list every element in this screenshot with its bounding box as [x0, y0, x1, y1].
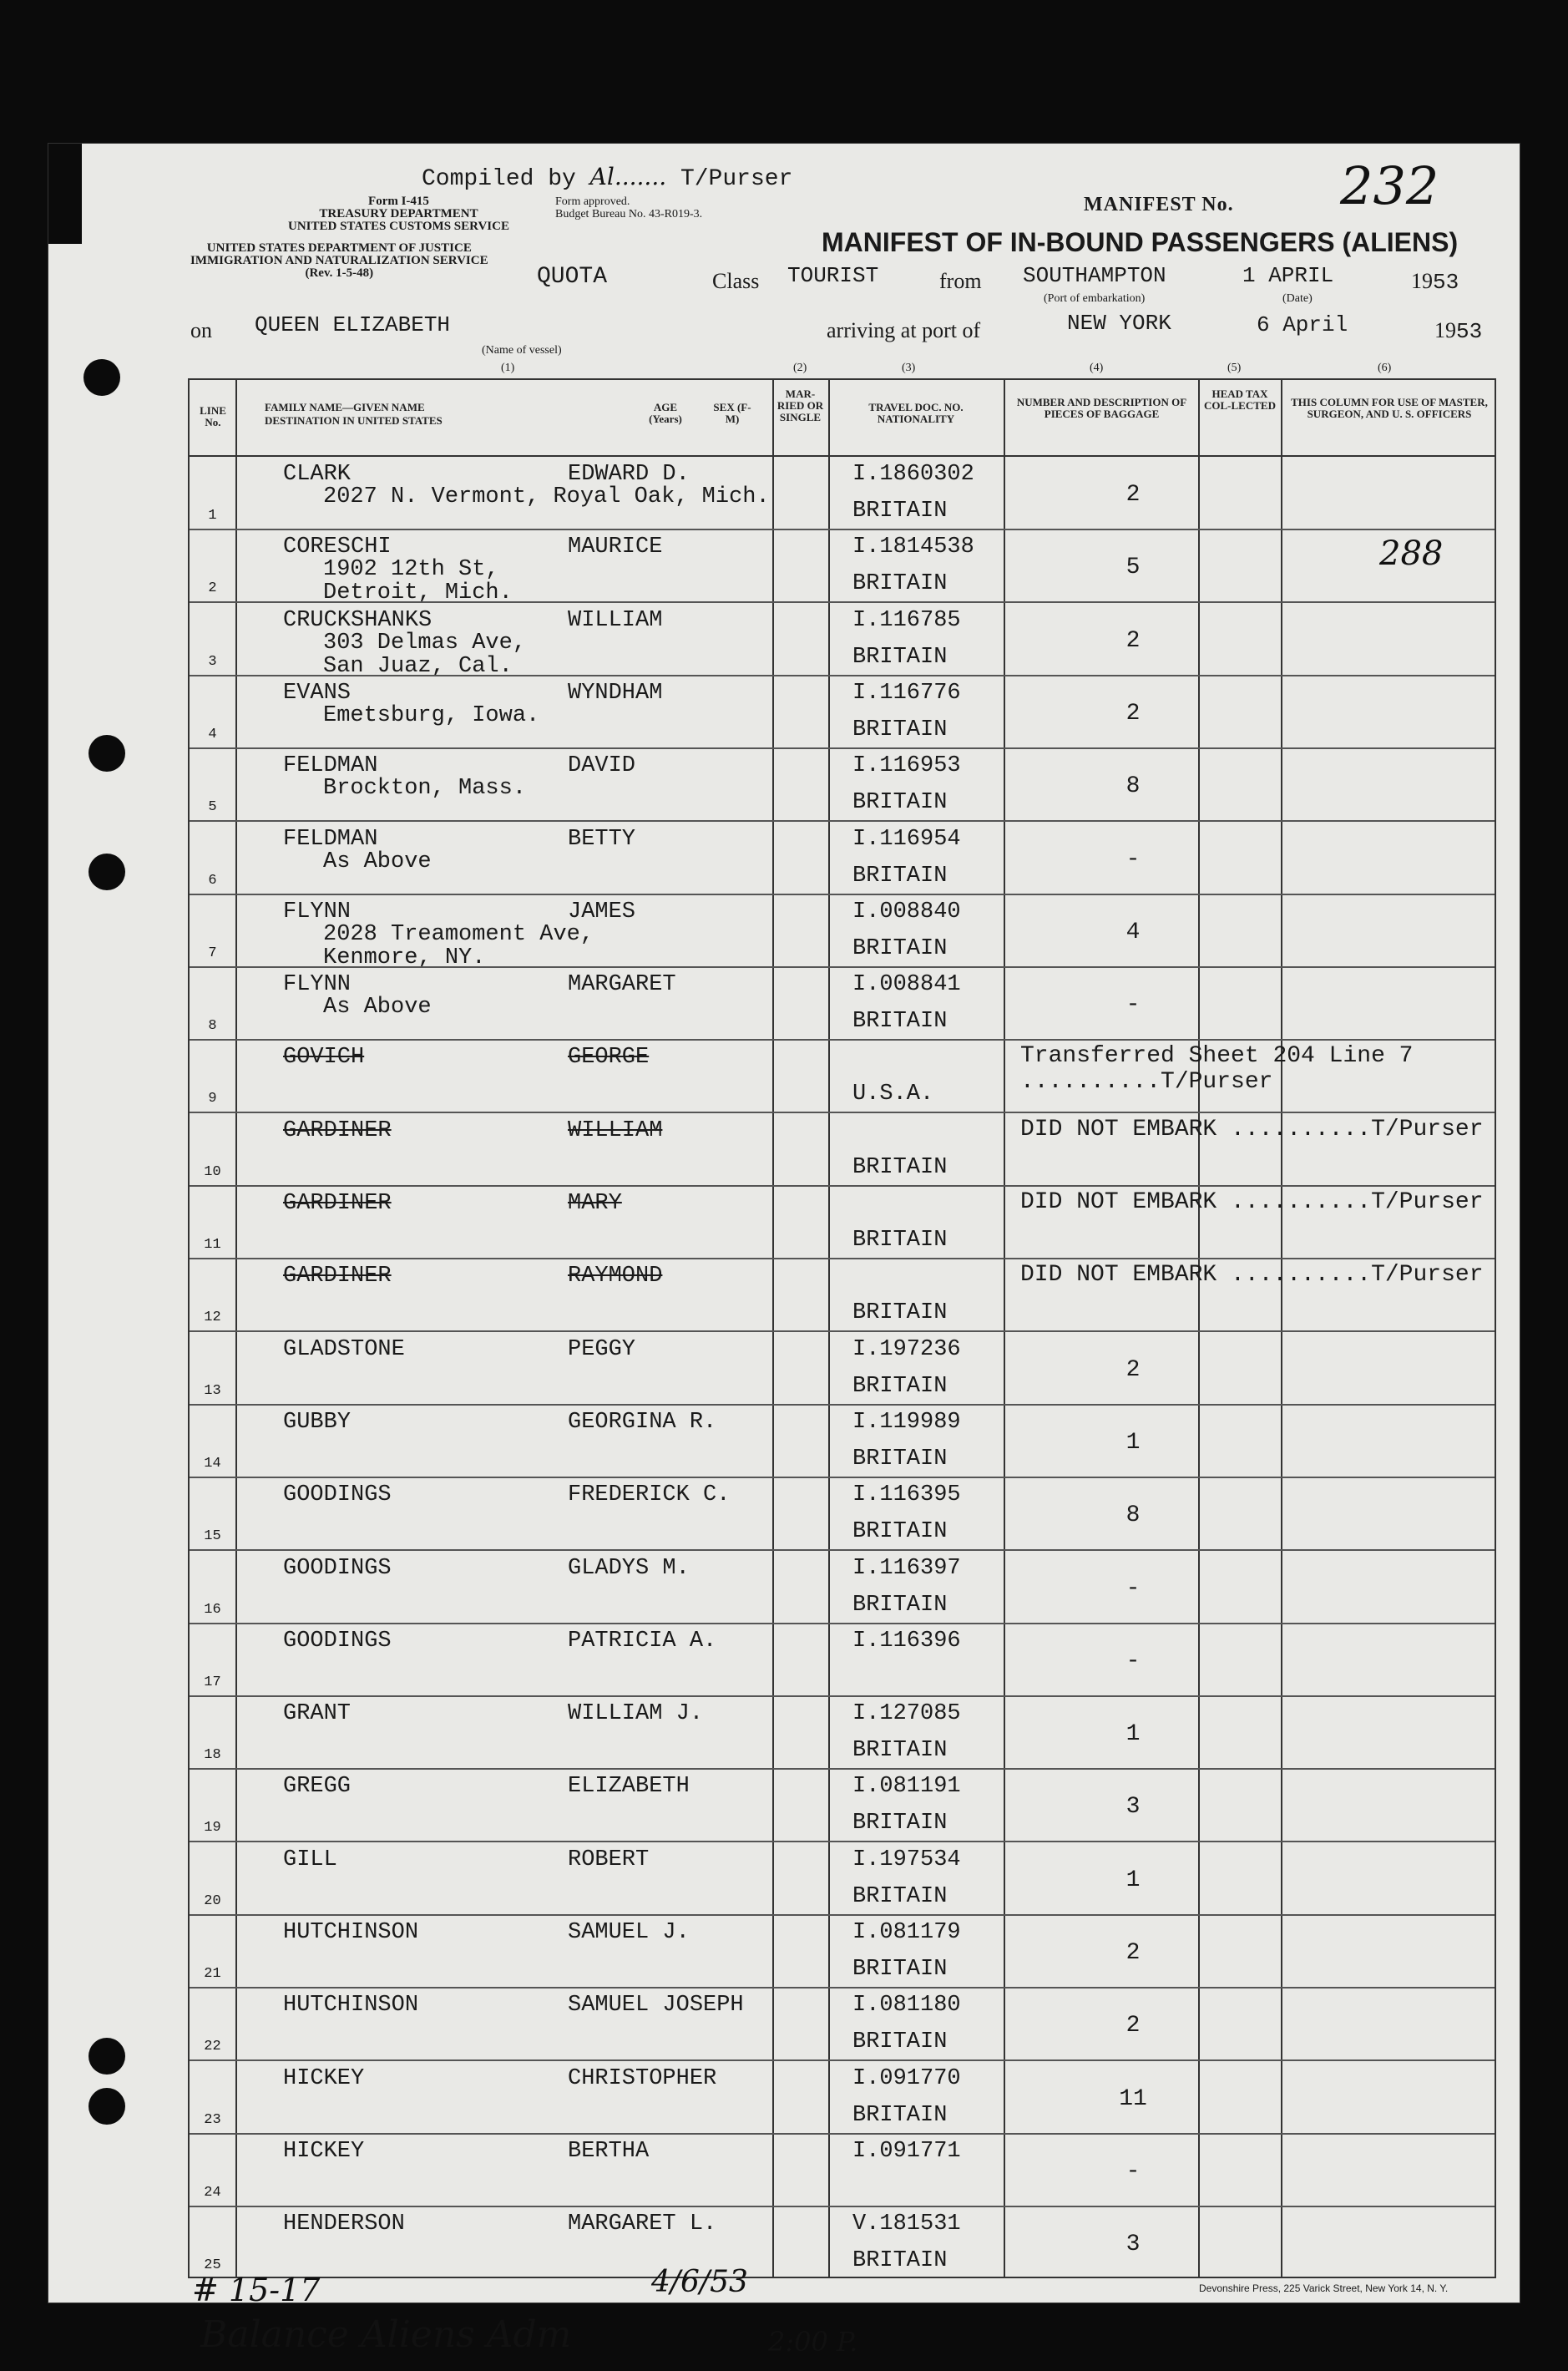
year-prefix: 19	[1411, 269, 1433, 293]
baggage-count: 5	[1125, 555, 1141, 581]
travel-doc-number: I.119989	[852, 1409, 961, 1435]
travel-doc-number: I.116953	[852, 753, 961, 779]
officer-note: 288	[1379, 534, 1444, 573]
year-suffix: 53	[1433, 270, 1459, 295]
nationality: BRITAIN	[852, 2102, 948, 2128]
nationality: BRITAIN	[852, 790, 948, 816]
family-name: GUBBY	[283, 1409, 352, 1435]
line-number: 6	[208, 872, 217, 889]
baggage-count: 11	[1119, 2085, 1147, 2112]
col-num-4: (4)	[1090, 362, 1104, 374]
nationality: BRITAIN	[852, 1009, 948, 1035]
nationality: BRITAIN	[852, 717, 948, 742]
given-name: SAMUEL J.	[568, 1920, 690, 1945]
class-label: Class	[712, 269, 760, 293]
year-departure	[1411, 269, 1459, 295]
given-name: FREDERICK C.	[568, 1482, 731, 1508]
year-suffix: 53	[1456, 319, 1483, 344]
baggage-count: 8	[1125, 1502, 1141, 1529]
given-name: DAVID	[568, 753, 636, 779]
line-number: 15	[204, 1528, 221, 1545]
family-name: HUTCHINSON	[283, 1920, 419, 1945]
table-row	[190, 1405, 1495, 1475]
compiled-by-role: T/Purser	[680, 166, 793, 192]
col-header-officers: THIS COLUMN FOR USE OF MASTER, SURGEON, AND U. S. OFFICERS	[1291, 396, 1488, 420]
line-number: 10	[204, 1163, 221, 1180]
family-name: GARDINER	[283, 1117, 392, 1143]
given-name: ROBERT	[568, 1847, 650, 1872]
col-num-3: (3)	[902, 362, 916, 374]
budget-bureau-line: Budget Bureau No. 43-R019-3.	[555, 208, 703, 220]
baggage-count: 2	[1125, 2013, 1141, 2039]
handwritten-time: 2:00 P.	[768, 2326, 858, 2358]
year-prefix: 19	[1434, 318, 1456, 342]
line-number: 7	[208, 945, 217, 961]
destination-address: 2027 N. Vermont, Royal Oak, Mich.	[323, 484, 770, 509]
given-name: MARGARET L.	[568, 2211, 717, 2237]
table-row	[190, 748, 1495, 818]
travel-doc-number: I.081179	[852, 1920, 961, 1945]
row-note: DID NOT EMBARK ..........T/Purser	[1020, 1189, 1484, 1215]
baggage-count: 2	[1125, 1940, 1141, 1966]
given-name: WILLIAM	[568, 607, 663, 633]
travel-doc-number: I.1814538	[852, 534, 974, 560]
nationality: BRITAIN	[852, 571, 948, 597]
baggage-count: 2	[1125, 700, 1141, 727]
baggage-count: 2	[1125, 1356, 1141, 1383]
destination-address: 303 Delmas Ave, San Juaz, Cal.	[323, 630, 527, 679]
family-name: FLYNN	[283, 899, 352, 925]
nationality: BRITAIN	[852, 1738, 948, 1764]
torn-corner	[48, 144, 82, 244]
baggage-count: 1	[1125, 1429, 1141, 1456]
given-name: WILLIAM	[568, 1117, 663, 1143]
travel-doc-number: I.081191	[852, 1774, 961, 1800]
nationality: BRITAIN	[852, 863, 948, 889]
col-num-1: (1)	[501, 362, 515, 374]
departure-date: 1 APRIL	[1242, 263, 1334, 288]
table-row	[190, 2206, 1495, 2277]
travel-doc-number: I.008841	[852, 972, 961, 998]
travel-doc-number: I.116396	[852, 1628, 961, 1654]
given-name: PATRICIA A.	[568, 1628, 717, 1654]
nationality: BRITAIN	[852, 1883, 948, 1909]
given-name: CHRISTOPHER	[568, 2065, 717, 2091]
handwritten-note-1: # 15-17	[192, 2272, 321, 2308]
punch-hole	[89, 2088, 125, 2125]
destination-address: Brockton, Mass.	[323, 776, 527, 802]
family-name: GILL	[283, 1847, 337, 1872]
family-name: CLARK	[283, 462, 352, 487]
nationality: BRITAIN	[852, 2248, 948, 2274]
row-note: DID NOT EMBARK ..........T/Purser	[1020, 1262, 1484, 1289]
table-row	[190, 529, 1495, 606]
family-name: HUTCHINSON	[283, 1993, 419, 2019]
family-name: HICKEY	[283, 2065, 365, 2091]
quota-label: QUOTA	[537, 264, 608, 290]
family-name: GLADSTONE	[283, 1336, 405, 1362]
nationality: BRITAIN	[852, 1811, 948, 1837]
baggage-count: 3	[1125, 2232, 1141, 2258]
baggage-count: 4	[1125, 919, 1141, 945]
arrival-date: 6 April	[1257, 312, 1348, 337]
given-name: MAURICE	[568, 534, 663, 560]
date-caption: (Date)	[1282, 292, 1313, 305]
baggage-count: -	[1125, 1575, 1141, 1602]
table-row	[190, 1113, 1495, 1183]
travel-doc-number: I.197236	[852, 1336, 961, 1362]
dept-block	[190, 242, 488, 280]
table-row	[190, 1040, 1495, 1110]
destination-address: As Above	[323, 995, 432, 1021]
year-arrival	[1434, 318, 1482, 344]
family-name: GOODINGS	[283, 1555, 392, 1581]
col-header-married: MAR-RIED OR SINGLE	[776, 388, 824, 423]
form-approved	[555, 195, 702, 220]
line-number: 9	[208, 1091, 217, 1107]
col-num-6: (6)	[1378, 362, 1392, 374]
family-name: GARDINER	[283, 1264, 392, 1289]
given-name: EDWARD D.	[568, 462, 690, 487]
table-row	[190, 967, 1495, 1037]
baggage-count: 2	[1125, 482, 1141, 508]
col-num-2: (2)	[793, 362, 807, 374]
family-name: HENDERSON	[283, 2211, 405, 2237]
line-number: 19	[204, 1820, 221, 1837]
table-row	[190, 1624, 1495, 1694]
baggage-count: -	[1125, 992, 1141, 1019]
nationality: BRITAIN	[852, 1154, 948, 1180]
table-row	[190, 1842, 1495, 1913]
row-note: Transferred Sheet 204 Line 7 ..........T/Purser	[1020, 1043, 1414, 1096]
table-row	[190, 894, 1495, 970]
form-approved-line: Form approved.	[555, 195, 630, 208]
travel-doc-number: I.081180	[852, 1993, 961, 2019]
destination-address: As Above	[323, 849, 432, 874]
family-name: GRANT	[283, 1701, 352, 1727]
baggage-count: -	[1125, 846, 1141, 873]
travel-doc-number: I.116395	[852, 1482, 961, 1508]
col-header-baggage: NUMBER AND DESCRIPTION OF PIECES OF BAGGAGE	[1016, 396, 1187, 420]
travel-doc-number: I.116776	[852, 680, 961, 706]
family-name: CRUCKSHANKS	[283, 607, 432, 633]
family-name: GOVICH	[283, 1045, 365, 1071]
destination-address: 2028 Treamoment Ave, Kenmore, NY.	[323, 921, 594, 970]
arriving-label: arriving at port of	[827, 318, 981, 342]
family-name: FLYNN	[283, 972, 352, 998]
table-row	[190, 1477, 1495, 1548]
nationality: BRITAIN	[852, 1519, 948, 1545]
line-number: 25	[204, 2257, 221, 2274]
given-name: RAYMOND	[568, 1264, 663, 1289]
family-name: GOODINGS	[283, 1482, 392, 1508]
line-number: 18	[204, 1747, 221, 1764]
travel-doc-number: I.116397	[852, 1555, 961, 1581]
col-header-family: FAMILY NAME—GIVEN NAME	[265, 401, 425, 413]
baggage-count: 3	[1125, 1794, 1141, 1821]
given-name: GEORGINA R.	[568, 1409, 717, 1435]
line-number: 5	[208, 799, 217, 816]
nationality: BRITAIN	[852, 1300, 948, 1326]
revision-line: (Rev. 1-5-48)	[305, 266, 374, 280]
travel-doc-number: I.197534	[852, 1847, 961, 1872]
given-name: SAMUEL JOSEPH	[568, 1993, 744, 2019]
baggage-count: -	[1125, 2158, 1141, 2185]
port-caption: (Port of embarkation)	[1044, 292, 1146, 305]
arrival-port: NEW YORK	[1067, 311, 1171, 336]
nationality: BRITAIN	[852, 2029, 948, 2055]
nationality: BRITAIN	[852, 644, 948, 670]
given-name: GLADYS M.	[568, 1555, 690, 1581]
line-number: 20	[204, 1892, 221, 1909]
from-label: from	[939, 269, 982, 293]
given-name: BERTHA	[568, 2138, 650, 2164]
col-header-headtax: HEAD TAX COL-LECTED	[1204, 388, 1276, 412]
col-header-destination: DESTINATION IN UNITED STATES	[265, 414, 443, 427]
doj-line: UNITED STATES DEPARTMENT OF JUSTICE	[206, 241, 472, 255]
table-row	[190, 2134, 1495, 2204]
handwritten-note-3: Balance Aliens Adm	[200, 2313, 572, 2356]
ins-line: IMMIGRATION AND NATURALIZATION SERVICE	[190, 254, 488, 267]
table-row	[190, 1988, 1495, 2058]
vessel-name: QUEEN ELIZABETH	[255, 312, 451, 337]
given-name: JAMES	[568, 899, 636, 925]
family-name: CORESCHI	[283, 534, 392, 560]
family-name: HICKEY	[283, 2138, 365, 2164]
travel-doc-number: I.008840	[852, 899, 961, 925]
family-name: FELDMAN	[283, 753, 378, 779]
table-row	[190, 676, 1495, 746]
destination-address: Emetsburg, Iowa.	[323, 702, 540, 728]
travel-doc-number: I.116785	[852, 607, 961, 633]
treasury-dept: TREASURY DEPARTMENT	[319, 207, 478, 220]
given-name: WYNDHAM	[568, 680, 663, 706]
table-row	[190, 822, 1495, 892]
row-note: DID NOT EMBARK ..........T/Purser	[1020, 1116, 1484, 1142]
form-number: Form I-415	[368, 195, 429, 208]
col-num-5: (5)	[1227, 362, 1242, 374]
compiled-by-label: Compiled by	[422, 166, 576, 192]
handwritten-date: 4/6/53	[651, 2265, 748, 2299]
destination-address: 1902 12th St, Detroit, Mich.	[323, 557, 513, 606]
class-value: TOURIST	[787, 263, 879, 288]
manifest-no-value: 232	[1340, 155, 1439, 216]
col-header-sex: SEX (F-M)	[713, 401, 751, 425]
punch-hole	[89, 735, 125, 772]
line-number: 22	[204, 2039, 221, 2055]
baggage-count: 2	[1125, 627, 1141, 654]
travel-doc-number: I.091770	[852, 2065, 961, 2091]
table-row	[190, 1332, 1495, 1402]
given-name: BETTY	[568, 826, 636, 852]
on-label: on	[190, 318, 212, 342]
nationality: BRITAIN	[852, 1957, 948, 1982]
line-number: 11	[204, 1237, 221, 1253]
vessel-caption: (Name of vessel)	[482, 344, 562, 357]
baggage-count: 8	[1125, 773, 1141, 800]
table-row	[190, 1551, 1495, 1621]
line-number: 13	[204, 1382, 221, 1399]
travel-doc-number: I.1860302	[852, 462, 974, 487]
given-name: PEGGY	[568, 1336, 636, 1362]
given-name: GEORGE	[568, 1045, 650, 1071]
given-name: ELIZABETH	[568, 1774, 690, 1800]
travel-doc-number: I.127085	[852, 1701, 961, 1727]
line-number: 14	[204, 1455, 221, 1472]
table-row	[190, 1259, 1495, 1329]
manifest-table	[188, 378, 1496, 2278]
family-name: GOODINGS	[283, 1628, 392, 1654]
given-name: MARY	[568, 1191, 622, 1216]
nationality: BRITAIN	[852, 935, 948, 961]
family-name: GARDINER	[283, 1191, 392, 1216]
line-number: 4	[208, 726, 217, 742]
baggage-count: 1	[1125, 1867, 1141, 1893]
table-row	[190, 1915, 1495, 1985]
punch-hole	[89, 854, 125, 890]
line-number: 12	[204, 1310, 221, 1326]
travel-doc-number: I.091771	[852, 2138, 961, 2164]
nationality: BRITAIN	[852, 1373, 948, 1399]
punch-hole	[89, 2038, 125, 2075]
given-name: WILLIAM J.	[568, 1701, 704, 1727]
punch-hole	[83, 359, 120, 396]
line-number: 23	[204, 2111, 221, 2128]
line-number: 16	[204, 1601, 221, 1618]
compiled-by	[422, 163, 792, 192]
line-number: 1	[208, 508, 217, 524]
family-name: EVANS	[283, 680, 352, 706]
nationality: U.S.A.	[852, 1082, 934, 1107]
customs-service: UNITED STATES CUSTOMS SERVICE	[288, 220, 509, 233]
manifest-title: MANIFEST OF IN-BOUND PASSENGERS (ALIENS)	[822, 227, 1459, 257]
table-row	[190, 457, 1495, 527]
line-number: 17	[204, 1674, 221, 1690]
baggage-count: -	[1125, 1648, 1141, 1674]
form-block	[288, 195, 509, 233]
col-header-travel: TRAVEL DOC. NO. NATIONALITY	[868, 401, 964, 425]
compiled-by-signature: Al.......	[589, 163, 667, 190]
printer-imprint: Devonshire Press, 225 Varick Street, New York 14, N. Y.	[1199, 2282, 1449, 2294]
nationality: BRITAIN	[852, 1446, 948, 1472]
travel-doc-number: V.181531	[852, 2211, 961, 2237]
nationality: BRITAIN	[852, 499, 948, 524]
nationality: BRITAIN	[852, 1592, 948, 1618]
baggage-count: 1	[1125, 1721, 1141, 1748]
table-row	[190, 1696, 1495, 1766]
from-value: SOUTHAMPTON	[1023, 263, 1166, 288]
table-row	[190, 1769, 1495, 1839]
manifest-no-label: MANIFEST No.	[1084, 194, 1234, 215]
col-header-age: AGE (Years)	[649, 401, 682, 425]
table-row	[190, 2061, 1495, 2131]
nationality: BRITAIN	[852, 1228, 948, 1253]
family-name: FELDMAN	[283, 826, 378, 852]
line-number: 24	[204, 2184, 221, 2201]
family-name: GREGG	[283, 1774, 352, 1800]
table-row	[190, 1186, 1495, 1256]
table-row	[190, 603, 1495, 679]
line-number: 3	[208, 653, 217, 670]
given-name: MARGARET	[568, 972, 676, 998]
col-header-line: LINE No.	[200, 404, 226, 428]
travel-doc-number: I.116954	[852, 826, 961, 852]
line-number: 21	[204, 1966, 221, 1982]
line-number: 2	[208, 580, 217, 597]
line-number: 8	[208, 1018, 217, 1035]
